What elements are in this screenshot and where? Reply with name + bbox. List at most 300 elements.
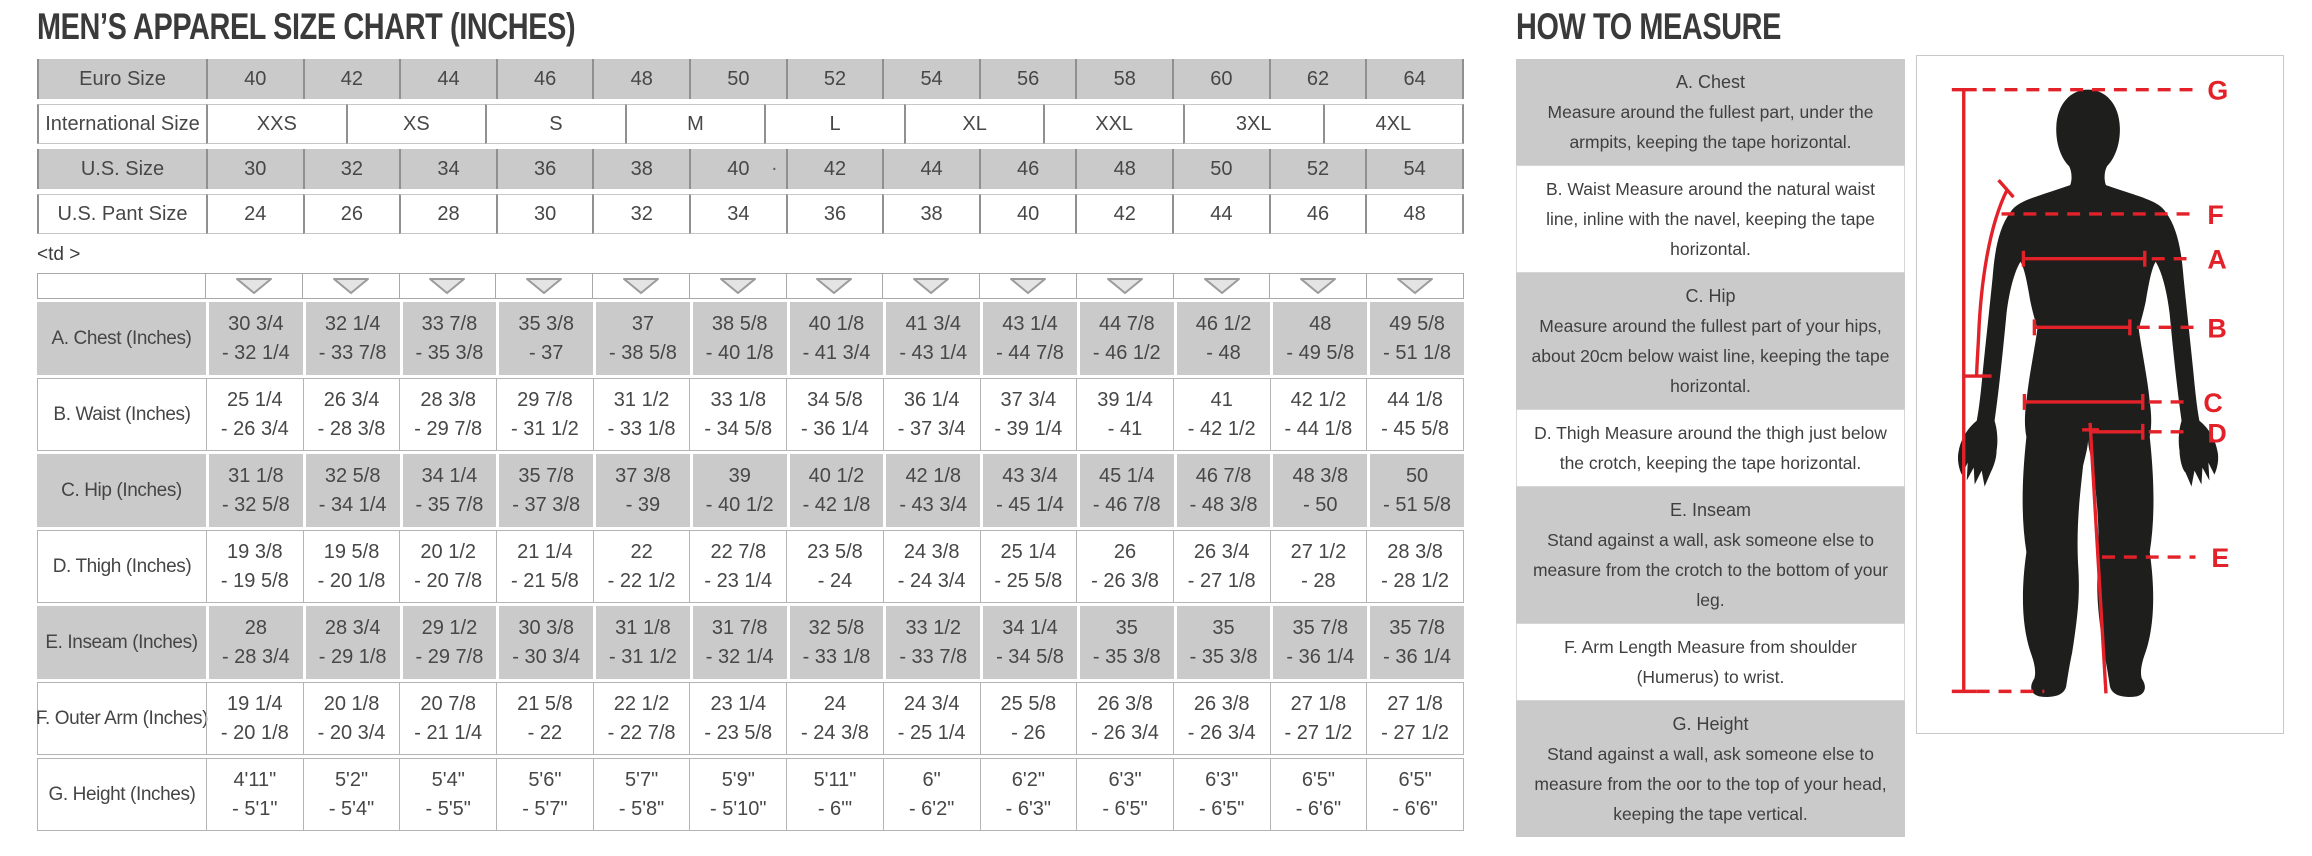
size-cell: 26 [303,194,400,234]
range-max: - 39 1/4 [994,417,1063,440]
column-sort-cell[interactable] [495,273,593,299]
size-row-label: U.S. Pant Size [37,194,206,234]
size-cell: 28 [399,194,496,234]
range-max: - 37 3/8 [512,493,581,516]
column-sort-cell[interactable] [205,273,303,299]
size-cell: 48 [1365,194,1464,234]
how-to-measure-item [1516,487,1905,623]
size-cell: 32 [303,149,400,189]
range-max: - 31 1/2 [510,417,579,440]
range-max: - 20 7/8 [414,569,483,592]
measure-row-label: E. Inseam (Inches) [37,606,206,679]
measure-table-row [37,682,1464,755]
size-cell: 54 [882,59,979,99]
measure-cell [593,378,690,451]
range-max: - 28 3/8 [317,417,386,440]
measure-cell [1076,758,1173,831]
range-max: - 36 1/4 [801,417,869,440]
range-min: 6'5" [1398,768,1432,791]
figure-label-c: C [2203,387,2223,418]
range-min: 32 5/8 [324,464,381,487]
how-to-measure-item [1516,409,1905,487]
measure-cell [980,302,1077,375]
measure-cell [786,530,883,603]
range-min: 32 5/8 [808,616,865,639]
range-min: 29 7/8 [517,388,573,411]
measure-cell [593,682,690,755]
range-max: - 5'5" [425,797,471,820]
measurement-figure [1916,55,2284,734]
measure-table-header-row [37,273,1464,299]
range-min: 5'9" [721,768,755,791]
measure-row-label: D. Thigh (Inches) [37,530,206,603]
range-max: - 22 [527,721,563,744]
range-min: 6'5" [1301,768,1335,791]
column-sort-cell[interactable] [1366,273,1464,299]
size-table-row [37,149,1464,189]
range-max: - 41 [1107,417,1143,440]
measure-cell [1174,302,1271,375]
range-max: - 37 3/4 [897,417,966,440]
range-min: 24 3/4 [903,692,960,715]
range-max: - 25 5/8 [994,569,1063,592]
column-sort-cell[interactable] [882,273,980,299]
size-cell: S [485,104,625,144]
range-min: 29 1/2 [421,616,478,639]
range-min: 27 1/8 [1290,692,1347,715]
measure-cell [303,454,400,527]
range-min: 6" [922,768,941,791]
range-min: 50 [1405,464,1429,487]
sort-down-triangle-icon [234,277,274,295]
measure-cell [689,378,786,451]
range-min: 25 1/4 [1000,540,1057,563]
measure-cell [1077,454,1174,527]
measure-cell [883,454,980,527]
range-min: 30 3/4 [228,312,284,335]
range-min: 22 1/2 [613,692,670,715]
range-max: - 26 [1011,721,1046,744]
size-cell: 42 [303,59,400,99]
range-max: - 35 7/8 [415,493,484,516]
header-spacer-cell [37,273,206,299]
measure-cell [1270,454,1367,527]
size-cell: 64 [1365,59,1464,99]
range-min: 21 5/8 [517,692,573,715]
range-max: - 34 5/8 [996,645,1064,668]
size-cell: 60 [1172,59,1269,99]
range-min: 19 3/8 [227,540,283,563]
measure-table-row [37,302,1464,375]
range-min: 5'2" [334,768,369,791]
measure-cell [1173,758,1270,831]
range-min: 35 [1212,616,1235,639]
range-min: 38 5/8 [711,312,768,335]
stray-dot: · [770,157,778,180]
measure-cell [1077,302,1174,375]
size-row-label: International Size [37,104,206,144]
how-to-measure-text: F. Arm Length Measure from shoulder (Humerus) to wrist. [1564,637,1857,687]
size-cell: 46 [1269,194,1366,234]
column-sort-cell[interactable] [1076,273,1174,299]
measure-cell [883,682,980,755]
range-min: 25 5/8 [1000,692,1057,715]
range-min: 26 [1113,540,1137,563]
range-min: 23 5/8 [807,540,863,563]
range-min: 43 3/4 [1002,464,1058,487]
measure-cell [303,302,400,375]
range-min: 24 3/8 [903,540,960,563]
range-min: 45 1/4 [1098,464,1155,487]
measure-cell [1270,378,1367,451]
range-min: 33 1/2 [905,616,962,639]
size-conversion-table [37,59,1464,239]
how-to-measure-heading: A. Chest [1675,72,1746,92]
range-max: - 45 1/4 [996,493,1064,516]
how-to-measure-item [1516,165,1905,273]
how-to-measure-text: Measure around the fullest part, under the armpits, keeping the tape horizontal. [1547,102,1874,152]
measure-cell [689,758,786,831]
range-min: 32 1/4 [324,312,381,335]
range-max: - 6'2" [908,797,955,820]
column-sort-cell[interactable] [399,273,497,299]
size-cell: 62 [1269,59,1366,99]
range-max: - 43 3/4 [899,493,968,516]
figure-label-a: A [2207,244,2227,275]
size-cell: 44 [399,59,496,99]
measure-cell [496,454,593,527]
man-silhouette [1958,90,2218,697]
measure-row-label: B. Waist (Inches) [37,378,206,451]
measure-cell [690,606,787,679]
range-min: 31 7/8 [711,616,768,639]
sort-down-triangle-icon [814,277,854,295]
range-max: - 33 7/8 [899,645,968,668]
range-max: - 19 5/8 [220,569,289,592]
measure-cell [980,378,1077,451]
range-max: - 6'6" [1392,797,1438,820]
range-max: - 23 5/8 [704,721,773,744]
range-max: - 23 1/4 [704,569,773,592]
column-sort-cell[interactable] [1173,273,1271,299]
range-max: - 41 3/4 [802,341,871,364]
measure-cell [206,606,303,679]
measure-cell [980,758,1077,831]
range-min: 5'6" [528,768,562,791]
range-max: - 28 [1301,569,1336,592]
measure-table-row [37,758,1464,831]
range-min: 46 1/2 [1195,312,1252,335]
measure-cell [1270,530,1367,603]
range-min: 23 1/4 [710,692,767,715]
range-min: 24 [823,692,847,715]
range-min: 49 5/8 [1389,312,1445,335]
size-cell: 34 [399,149,496,189]
range-min: 39 [728,464,751,487]
range-max: - 5'4" [328,797,375,820]
range-min: 30 3/8 [518,616,574,639]
sort-down-triangle-icon [718,277,758,295]
range-max: - 32 1/4 [221,341,290,364]
measure-cell [980,530,1077,603]
range-min: 43 1/4 [1002,312,1058,335]
range-max: - 5'8" [618,797,665,820]
measure-table-row [37,454,1464,527]
range-max: - 35 3/8 [1092,645,1161,668]
size-cell: 46 [979,149,1076,189]
stray-markup-text: <td > [37,244,81,265]
range-min: 28 3/4 [324,616,381,639]
measure-cell [689,530,786,603]
measure-cell [883,378,980,451]
size-cell: 50 [1172,149,1269,189]
range-max: - 22 1/2 [607,569,676,592]
range-min: 48 [1309,312,1332,335]
range-max: - 20 3/4 [317,721,386,744]
range-max: - 44 7/8 [996,341,1064,364]
range-max: - 48 [1206,341,1241,364]
how-to-measure-heading: E. Inseam [1669,500,1752,520]
range-max: - 24 [817,569,853,592]
measure-cell [883,758,980,831]
range-min: 35 7/8 [1389,616,1445,639]
measure-table-row [37,530,1464,603]
measure-cell [1366,682,1464,755]
how-to-measure-text: D. Thigh Measure around the thigh just below the crotch, keeping the tape horizontal. [1534,423,1887,473]
range-max: - 24 3/4 [897,569,966,592]
range-max: - 51 5/8 [1383,493,1451,516]
figure-label-e: E [2211,543,2230,574]
figure-label-b: B [2207,313,2227,344]
range-min: 26 3/4 [1193,540,1250,563]
range-min: 20 7/8 [420,692,477,715]
range-max: - 28 1/2 [1381,569,1449,592]
range-max: - 36 1/4 [1383,645,1451,668]
range-min: 33 1/8 [710,388,767,411]
measure-cell [786,378,883,451]
measure-cell [303,378,400,451]
measure-cell [206,682,303,755]
size-cell: 40 [206,59,303,99]
measure-row-label: G. Height (Inches) [37,758,206,831]
measure-cell [883,530,980,603]
column-sort-cell[interactable] [1269,273,1367,299]
measure-cell [1367,454,1464,527]
range-max: - 33 7/8 [318,341,387,364]
measure-cell [496,758,593,831]
size-table-row [37,59,1464,99]
measure-cell [496,682,593,755]
range-min: 28 [244,616,267,639]
range-max: - 28 3/4 [221,645,290,668]
range-max: - 40 1/2 [705,493,774,516]
range-min: 6'3" [1205,768,1239,791]
range-min: 34 5/8 [807,388,863,411]
figure-label-d: D [2207,418,2227,449]
range-min: 25 1/4 [227,388,283,411]
measure-cell [496,302,593,375]
measure-cell [496,606,593,679]
range-min: 37 3/4 [1000,388,1057,411]
range-min: 5'4" [431,768,465,791]
sort-down-triangle-icon [1008,277,1048,295]
range-max: - 35 3/8 [1189,645,1258,668]
figure-label-f: F [2207,199,2224,230]
measure-cell [303,682,400,755]
measure-cell [399,378,496,451]
measure-cell [690,302,787,375]
sort-down-triangle-icon [1395,277,1435,295]
range-max: - 5'7" [522,797,568,820]
how-to-measure-item [1516,623,1905,701]
range-max: - 43 1/4 [899,341,968,364]
measure-cell [1077,606,1174,679]
range-min: 20 1/8 [323,692,380,715]
measure-cell [1174,606,1271,679]
measure-cell [496,530,593,603]
size-table-row [37,194,1464,234]
range-min: 6'3" [1108,768,1142,791]
how-to-measure-item [1516,701,1905,837]
how-to-measure-heading: G. Height [1672,714,1749,734]
size-row-label: Euro Size [37,59,206,99]
range-max: - 50 [1303,493,1338,516]
size-cell: 24 [206,194,303,234]
size-cell: M [625,104,765,144]
range-min: 27 1/2 [1290,540,1347,563]
size-cell: 36 [496,149,593,189]
range-max: - 49 5/8 [1286,341,1355,364]
range-min: 26 3/4 [323,388,380,411]
measure-cell [1173,378,1270,451]
measure-cell [303,606,400,679]
range-min: 46 7/8 [1195,464,1252,487]
range-min: 42 1/8 [905,464,962,487]
range-max: - 5'1" [232,797,278,820]
range-max: - 27 1/2 [1381,721,1449,744]
range-min: 33 7/8 [421,312,478,335]
range-min: 5'7" [625,768,659,791]
measure-cell [689,682,786,755]
range-min: 44 1/8 [1387,388,1443,411]
range-max: - 24 3/8 [801,721,869,744]
measure-cell [1270,682,1367,755]
size-cell: 52 [786,59,883,99]
range-max: - 33 1/8 [802,645,871,668]
size-cell: 40 [979,194,1076,234]
range-max: - 26 3/4 [220,417,289,440]
range-max: - 21 1/4 [414,721,483,744]
column-sort-cell[interactable] [786,273,884,299]
measure-cell [1270,302,1367,375]
measure-cell [1076,378,1173,451]
measure-cell [787,302,884,375]
measure-cell [1366,378,1464,451]
range-max: - 27 1/2 [1284,721,1353,744]
measure-cell [400,606,497,679]
sort-down-triangle-icon [427,277,467,295]
range-min: 41 [1210,388,1233,411]
sort-down-triangle-icon [1298,277,1338,295]
size-cell: 38 [882,194,979,234]
range-min: 31 1/8 [228,464,284,487]
size-table-row [37,104,1464,144]
measure-cell [1366,530,1464,603]
range-max: - 6'3" [1005,797,1052,820]
size-cell: L [764,104,904,144]
how-to-measure-text: Measure around the fullest part of your hips, about 20cm below waist line, keeping the tape horizontal. [1531,316,1890,396]
measurement-figure-svg [1917,56,2283,733]
range-min: 22 [630,540,653,563]
range-min: 5'11" [813,768,857,791]
range-min: 26 3/8 [1193,692,1250,715]
range-max: - 42 1/2 [1187,417,1256,440]
range-max: - 51 1/8 [1383,341,1451,364]
how-to-measure-heading: C. Hip [1685,286,1736,306]
range-max: - 30 3/4 [512,645,581,668]
measure-cell [1270,606,1367,679]
measure-cell [1076,530,1173,603]
range-min: 26 3/8 [1097,692,1153,715]
size-cell: XXS [206,104,346,144]
measure-cell [206,302,303,375]
sort-down-triangle-icon [1202,277,1242,295]
measure-row-label: F. Outer Arm (Inches) [37,682,206,755]
measure-cell [1173,682,1270,755]
measure-cell [400,454,497,527]
range-max: - 21 5/8 [510,569,579,592]
range-min: 42 1/2 [1290,388,1347,411]
measure-cell [400,302,497,375]
how-to-measure-text: B. Waist Measure around the natural waist line, inline with the navel, keeping the tape horizontal. [1545,179,1876,259]
size-cell: 48 [1075,149,1172,189]
column-sort-cell[interactable] [689,273,787,299]
column-sort-cell[interactable] [979,273,1077,299]
measure-cell [593,530,690,603]
range-max: - 5'10" [710,797,767,820]
measure-cell [690,454,787,527]
size-cell: 56 [979,59,1076,99]
range-min: 44 7/8 [1098,312,1155,335]
range-max: - 6'" [817,797,853,820]
range-min: 41 3/4 [905,312,962,335]
column-sort-cell[interactable] [302,273,400,299]
range-max: - 6'6" [1295,797,1342,820]
range-max: - 20 1/8 [317,569,386,592]
size-cell: 52 [1269,149,1366,189]
sort-down-triangle-icon [331,277,371,295]
measure-cell [399,530,496,603]
column-sort-cell[interactable] [592,273,690,299]
range-min: 22 7/8 [710,540,767,563]
sort-down-triangle-icon [1105,277,1145,295]
measure-cell [1270,758,1367,831]
range-max: - 20 1/8 [220,721,289,744]
range-max: - 45 5/8 [1381,417,1449,440]
range-min: 40 1/2 [808,464,865,487]
measure-cell [786,682,883,755]
range-max: - 33 1/8 [607,417,676,440]
size-cell: 40 · [689,149,786,189]
measure-cell [593,454,690,527]
measure-cell [206,758,303,831]
measure-cell [980,454,1077,527]
sort-down-triangle-icon [524,277,564,295]
size-cell: 44 [1172,194,1269,234]
measure-cell [303,530,400,603]
sort-down-triangle-icon [621,277,661,295]
range-min: 39 1/4 [1097,388,1153,411]
